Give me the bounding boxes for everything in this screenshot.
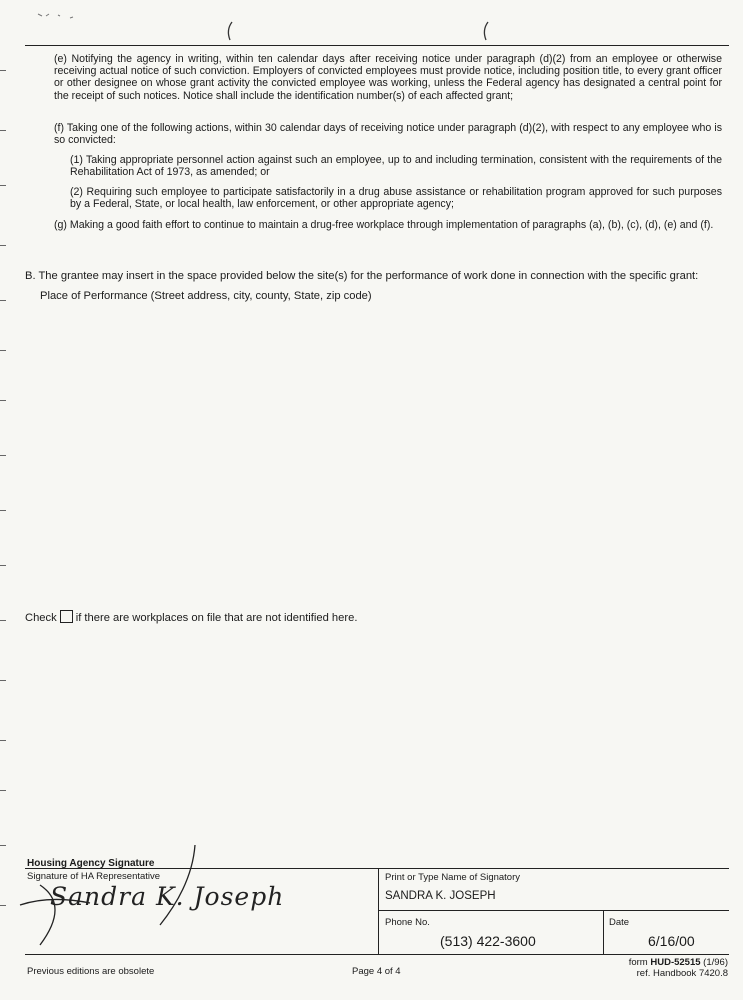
workplaces-check-row bbox=[25, 610, 625, 625]
housing-agency-signature-heading: Housing Agency Signature bbox=[27, 858, 155, 869]
paragraph-f1: (1) Taking appropriate personnel action against such an employee, up to and including termination, consistent with the requirements of the Rehabilitation Act of 1973, as amended; or bbox=[70, 154, 722, 179]
signature-label: Signature of HA Representative bbox=[27, 871, 161, 882]
footer-editions-note: Previous editions are obsolete bbox=[27, 966, 155, 977]
signature-flourish bbox=[10, 845, 290, 955]
check-suffix: if there are workplaces on file that are not identified here. bbox=[75, 612, 358, 624]
workplaces-checkbox[interactable] bbox=[60, 610, 73, 623]
paragraph-e: (e) Notifying the agency in writing, within ten calendar days after receiving notice under paragraph (d)(2) from an employee or otherwise receiving actual notice of such conviction. Employers of convicted employees must provide notice, including position title, to every grant officer or other designee on whose grant activity the convicted employee was working, unless the Federal agency has designated a central point for the receipt of such notices. Notice shall include the identification number(s) of each affected grant; bbox=[54, 53, 722, 102]
paragraph-f: (f) Taking one of the following actions, within 30 calendar days of receiving notice under paragraph (d)(2), with respect to any employee who is so convicted: bbox=[54, 122, 722, 147]
handbook-ref: ref. Handbook 7420.8 bbox=[636, 968, 728, 979]
print-name-label: Print or Type Name of Signatory bbox=[385, 872, 520, 883]
section-b-text: B. The grantee may insert in the space provided below the site(s) for the performance of work done in connection with the specific grant: bbox=[25, 270, 699, 282]
scan-marks bbox=[0, 0, 743, 60]
place-of-performance-label: Place of Performance (Street address, city, county, State, zip code) bbox=[40, 290, 372, 302]
check-prefix: Check bbox=[25, 612, 57, 624]
paragraph-f2: (2) Requiring such employee to participate satisfactorily in a drug abuse assistance or rehabilitation program approved for such purposes by a Federal, State, or local health, law enforcement, or other appropriate agency; bbox=[70, 186, 722, 211]
phone-number: (513) 422-3600 bbox=[440, 933, 536, 949]
page-number: Page 4 of 4 bbox=[352, 966, 401, 977]
top-rule bbox=[25, 45, 729, 46]
signature-image: Sandra K. Joseph bbox=[50, 882, 285, 911]
signatory-name: SANDRA K. JOSEPH bbox=[385, 890, 496, 902]
date-label: Date bbox=[609, 917, 630, 928]
form-id: form HUD-52515 (1/96) bbox=[628, 957, 728, 968]
phone-label: Phone No. bbox=[385, 917, 430, 928]
paragraph-g: (g) Making a good faith effort to continue to maintain a drug-free workplace through implementation of paragraphs (a), (b), (c), (d), (e) and (f). bbox=[54, 219, 714, 231]
signature-date: 6/16/00 bbox=[648, 933, 695, 949]
